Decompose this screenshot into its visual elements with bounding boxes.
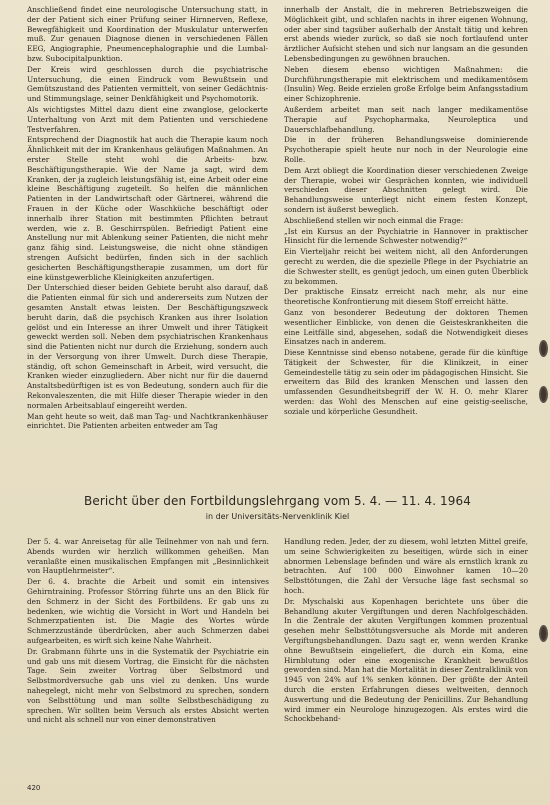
- paragraph: „Ist ein Kursus an der Psychiatrie in Hannover in praktischer Hinsicht für die lernende Schwester notwendig?“: [284, 226, 528, 246]
- article-heading: Bericht über den Fortbildungslehrgang vom 5. 4. — 11. 4. 1964: [84, 494, 471, 508]
- paragraph: Die in der früheren Behandlungsweise dominierende Psychotherapie spielt heute nur noch in der Neurologie eine Rolle.: [284, 135, 528, 164]
- paragraph: Neben diesem ebenso wichtigen Maßnahmen: die Durchführungstherapie mit elektrischem und medikamentösem (Insulin) Weg. Beide erzielen große Erfolge beim Anfangsstadium einer Schizophrenie.: [284, 64, 528, 104]
- binding-hole-mark: [539, 625, 548, 642]
- paragraph: Abschließend stellen wir noch einmal die Frage:: [284, 215, 464, 225]
- paragraph: Handlung reden. Jeder, der zu diesem, wohl letzten Mittel greife, um seine Schwierigkeiten zu beseitigen, würde sich in einer abnormen Lebenslage befinden und wäre als ernstlich krank zu betrachten. Auf 100 000 Einwohner kamen 10—20 Selbsttötungen, die Zahl der Versuche läge fast sechsmal so hoch.: [284, 537, 528, 595]
- paragraph: Dr. Grabmann führte uns in die Systematik der Psychiatrie ein und gab uns mit diesem Vortrag, die Einsicht für die nächsten Tage. Sein zweiter Vortrag über Selbstmord und Selbstmordversuche gab uns viel zu denken. Uns wurde nahegelegt, nicht mehr von Selbstmord zu sprechen, sondern von Selbsttötung und man sollte Selbstbeschädigung zu sprechen. Wir sollten beim Versuch als erstes Absicht werten und nicht als schnell nur von einer demonstrativen: [27, 646, 269, 725]
- paragraph: Dem Arzt obliegt die Koordination dieser verschiedenen Zweige der Therapie, wobei wir Gesprächen konnten, wie individuell verschieden dieser Abschnitten gelegt wird. Die Behandlungsweise unterliegt nicht einem festen Konzept, sondern ist äußerst beweglich.: [284, 165, 528, 214]
- binding-hole-mark: [539, 386, 548, 403]
- paragraph: Anschließend findet eine neurologische Untersuchung statt, in der der Patient sich einer Prüfung seiner Hirnnerven, Reflexe, Bewegfähigkeit und Koordination der Muskulatur unterwerfen muß. Zur genauen Diagnose dienen in verschiedenen Fällen EEG, Angiographie, Pneumencephalographie und die Lumbal- bzw. Subocipitalpunktion.: [27, 5, 268, 63]
- article-subheading: in der Universitäts-Nervenklinik Kiel: [205, 512, 350, 521]
- paragraph: Diese Kenntnisse sind ebenso notabene, gerade für die künftige Tätigkeit der Schwester, für die Klinikzeit, in einer Gemeindestelle tätig zu sein oder im pädagogischen Hinsicht. Sie erweitern das Bild des kranken Menschen und lassen den umfassenden Gesundheitsbegriff der W. H. O. mehr Klarer werden: das Wohl des Menschen auf eine geistig-seelische, soziale und körperliche Gesundheit.: [284, 348, 528, 416]
- paragraph: Ein Vierteljahr reicht bei weitem nicht, all den Anforderungen gerecht zu werden, die die spezielle Pflege in der Psychiatrie an die Schwester stellt, es genügt jedoch, um einen guten Überblick zu bekommen.: [284, 247, 528, 286]
- page-number: 420: [27, 784, 41, 792]
- text-column-bottom-right: [284, 537, 528, 777]
- text-column-top-right: [284, 5, 528, 485]
- paragraph: Als wichtigstes Mittel dazu dient eine zwanglose, gelockerte Unterhaltung von Arzt mit dem Patienten und verschiedene Testverfahren.: [27, 104, 268, 134]
- text-column-top-left: [27, 5, 268, 485]
- paragraph: Der Kreis wird geschlossen durch die psychiatrische Untersuchung, die einen Eindruck vom Bewußtsein und Gemütszustand des Patienten vermittelt, von seiner Gedächtnis- und Stimmungslage, seiner Denkfähigkeit und Psychomotorik.: [27, 64, 268, 104]
- text-column-bottom-left: [27, 537, 269, 777]
- paragraph: Der 5. 4. war Anreisetag für alle Teilnehmer von nah und fern. Abends wurden wir herzlich willkommen geheißen. Man veranlaßte einen musikalischen Empfangen mit „Besinnlichkeit von Hauptlehrmeister“.: [27, 537, 269, 576]
- paragraph: Man geht heute so weit, daß man Tag- und Nachtkrankenhäuser einrichtet. Die Patienten arbeiten entweder am Tag: [27, 411, 268, 431]
- binding-hole-mark: [539, 340, 548, 357]
- paragraph: Dr. Myschalski aus Kopenhagen berichtete uns über die Behandlung akuter Vergiftungen und deren Nachfolgeschäden. In die Zentrale der akuten Vergiftungen kommen prozentual gesehen mehr Selbsttötungsversuche als Morde mit anderen Vergiftungsbehandlungen. Dazu sagt er, wenn werden Kranke ohne Bewußtsein eingeliefert, die durch ein Koma, eine Hirnblutung oder eine exogenische Krankheit bewußtlos geworden sind. Man hat die Mortalität in dieser Zentralklinik von 1945 von 24% auf 1% senken können. Der größte der Anteil durch die ersten Erfahrungen dieses weltweiten, dennoch Auswertung und die Bedeutung der Penicillins. Zur Behandlung wird immer ein Neurologe hinzugezogen. Als erstes wird die Schockbehand-: [284, 596, 528, 724]
- paragraph: Ganz von besonderer Bedeutung der doktoren Themen wesentlicher Einblicke, von denen die Geisteskrankheiten die eine Leitfälle sind, abgesehen, sodaß die Notwendigkeit dieses Einsatzes nach in anderem.: [284, 307, 528, 347]
- paragraph: Der praktische Einsatz erreicht nach mehr, als nur eine theoretische Konfrontierung mit diesem Stoff erreicht hätte.: [284, 287, 528, 307]
- paragraph: Außerdem arbeitet man seit nach langer medikamentöse Therapie auf Psychopharmaka, Neuroleptica und Dauerschlafbehandlung.: [284, 104, 528, 134]
- paragraph: Der 6. 4. brachte die Arbeit und somit ein intensives Gehirntraining. Professor Störring führte uns an den Blick für den Schmerz in der Sicht des Fortbildens. Er gab uns zu bedenken, wie wichtig die Vorsicht in Wort und Handeln bei Schmerzpatienten ist. Die Magie des Wortes würde Schmerzzustände überdrücken, aber auch Schmerzen dabei aufgearbeiten, es wirft sich keine Nahe Wahrheit.: [27, 577, 269, 645]
- paragraph: Entsprechend der Diagnostik hat auch die Therapie kaum noch Ähnlichkeit mit der im Krankenhaus geläufigen Maßnahmen. An erster Stelle steht wohl die Arbeits- bzw. Beschäftigungstherapie. Wie der Name ja sagt, wird dem Kranken, der ja zugleich leistungsfähig ist, eine Arbeit oder eine kleine Beschäftigung zugeteilt. So helfen die männlichen Patienten in der Landwirtschaft oder Gärtnerei, während die Frauen in der Küche oder Waschküche beschäftigt oder innerhalb ihrer Station mit bestimmten Pflichten betraut werden, wie z. B. Geschirrspülen. Befriedigt Patient eine Anstellung nur mit Ablenkung seiner Patienten, die nicht mehr ganz fähig sind. Leistungsweise, die nicht ohne ständigen strengen Aufsicht bedürfen, finden sich in der sachlich gesicherten Beschäftigungstherapie zusammen, um dort für eine künstgewerbliche Kleinigkeiten anzufertigen.: [27, 135, 268, 282]
- paragraph: Der Unterschied dieser beiden Gebiete beruht also darauf, daß die Patienten einmal für sich und andererseits zum Nutzen der gesamten Anstalt etwas leisten. Der Beschäftigungszweck beruht darin, daß die psychisch Kranken aus ihrer Isolation gelöst und ein Interesse an ihrer Umwelt und ihrer Tätigkeit geweckt werden soll. Neben dem psychiatrischen Krankenhaus sind die Patienten nicht nur durch die Erziehung, sondern auch in der Versorgung von ihrer Umwelt. Durch diese Therapie, ständig, oft schon Gemeinschaft in Arbeit, wird versucht, die Kranken wieder einzugliedern. Aber nicht nur für die dauernd Anstaltsbedürftigen ist es von Bedeutung, sondern auch für die Rekonvaleszenten, die mit Hilfe dieser Therapie wieder in den normalen Arbeitsablauf eingereiht werden.: [27, 283, 268, 410]
- paragraph: innerhalb der Anstalt, die in mehreren Betriebszweigen die Möglichkeit gibt, und schlafen nachts in ihrer eigenen Wohnung, oder aber sind tagsüber außerhalb der Anstalt tätig und kehren erst abends wieder zurück, so daß sie noch fortlaufend unter ärztlicher Aufsicht stehen und sich nur langsam an die gesunden Lebensbedingungen zu gewöhnen brauchen.: [284, 5, 528, 63]
